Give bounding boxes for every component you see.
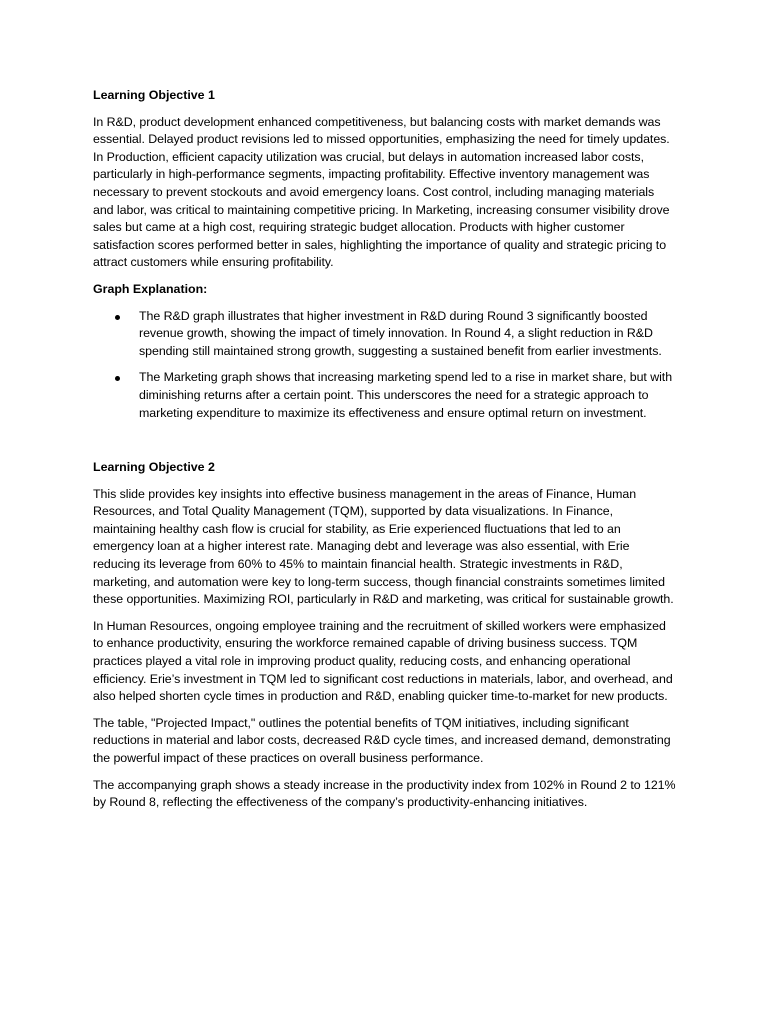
section-spacer (93, 431, 676, 459)
graph-explanation-heading: Graph Explanation: (93, 281, 208, 296)
graph-explanation-list (93, 308, 676, 423)
human-resources-paragraph: In Human Resources, ongoing employee training and the recruitment of skilled workers were emphasized to enhance productivity, ensuring the workforce remained capable of driving business success. TQM practices played a vital role in improving product quality, reducing costs, and enhancing operational efficiency. Erie’s investment in TQM led to significant cost reductions in materials, labor, and overhead, and also helped shorten cycle times in production and R&D, enabling quicker time-to-market for new products. (93, 618, 673, 704)
list-item-text: The Marketing graph shows that increasing marketing spend led to a rise in market share, but with diminishing returns after a certain point. This underscores the need for a strategic approach to marketing expenditure to maximize its effectiveness and ensure optimal return on investment. (139, 370, 673, 420)
finance-paragraph: This slide provides key insights into effective business management in the areas of Finance, Human Resources, and Total Quality Management (TQM), supported by data visualizations. In Finance, maintaining healthy cash flow is crucial for stability, as Erie experienced fluctuations that led to an emergency loan at a higher interest rate. Managing debt and leverage was also essential, with Erie reducing its leverage from 60% to 45% to maintain financial health. Strategic investments in R&D, marketing, and automation were key to long-term success, though financial constraints sometimes limited these opportunities. Maximizing ROI, particularly in R&D and marketing, was critical for sustainable growth. (93, 486, 674, 607)
list-item-text: The R&D graph illustrates that higher investment in R&D during Round 3 significantly boosted revenue growth, showing the impact of timely innovation. In Round 4, a slight reduction in R&D spending still maintained strong growth, suggesting a sustained benefit from earlier investments. (139, 308, 662, 358)
learning-objective-1-paragraph: In R&D, product development enhanced competitiveness, but balancing costs with market demands was essential. Delayed product revisions led to missed opportunities, emphasizing the need for timely updates. In Production, efficient capacity utilization was crucial, but delays in automation increased labor costs, particularly in high-performance segments, impacting profitability. Effective inventory management was necessary to prevent stockouts and avoid emergency loans. Cost control, including managing materials and labor, was critical to maintaining competitive pricing. In Marketing, increasing consumer visibility drove sales but came at a high cost, requiring strategic budget allocation. Products with higher customer satisfaction scores performed better in sales, highlighting the importance of quality and strategic pricing to attract customers while ensuring profitability. (93, 114, 670, 270)
list-item (139, 369, 676, 422)
projected-impact-paragraph: The table, "Projected Impact," outlines the potential benefits of TQM initiatives, including significant reductions in material and labor costs, decreased R&D cycle times, and increased demand, demonstrating the powerful impact of these practices on overall business performance. (93, 715, 671, 765)
list-item (139, 308, 676, 361)
bullet-icon (115, 376, 120, 381)
bullet-icon (115, 315, 120, 320)
productivity-paragraph: The accompanying graph shows a steady increase in the productivity index from 102% in Round 2 to 121% by Round 8, reflecting the effectiveness of the company’s productivity-enhancing initiatives. (93, 777, 676, 810)
learning-objective-2-heading: Learning Objective 2 (93, 460, 215, 475)
learning-objective-1-heading: Learning Objective 1 (93, 88, 215, 102)
